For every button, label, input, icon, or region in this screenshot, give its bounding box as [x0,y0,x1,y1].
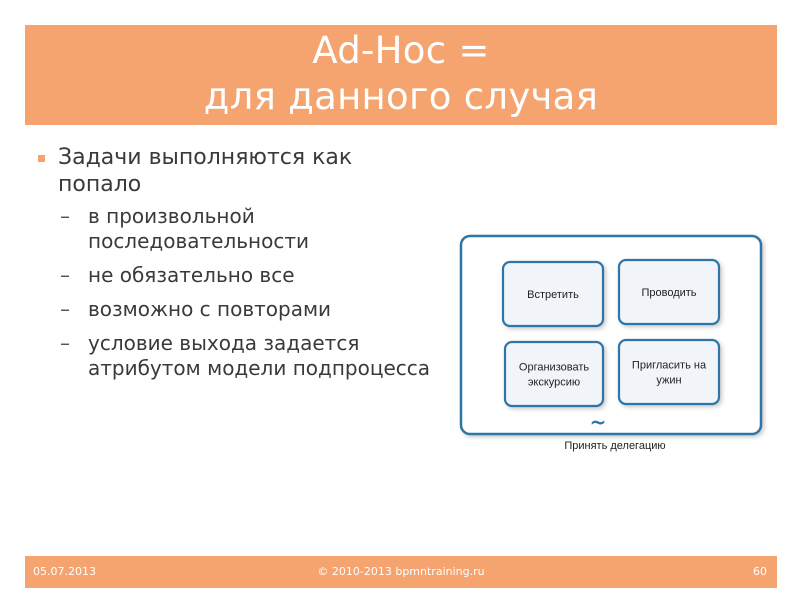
square-bullet-icon [38,155,45,162]
task-box [505,342,603,406]
dash-bullet-icon: – [60,331,70,355]
sub-bullet-text: не обязательно все [88,263,295,287]
bullet-list [36,144,436,390]
sub-bullet-text: условие выхода задается атрибутом модели подпроцесса [88,331,431,380]
sub-bullet-item [36,263,436,288]
subprocess-label: Принять делегацию [564,440,666,452]
task-label: Проводить [641,287,697,299]
dash-bullet-icon: – [60,204,70,228]
task-box [619,260,719,324]
task-box [503,262,603,326]
bullet-text: Задачи выполняются как попало [58,145,353,197]
adhoc-subprocess-diagram [455,230,775,460]
task-label: Организовать [518,361,590,374]
bullet-item [36,144,436,198]
task-label: Встретить [527,289,579,301]
task-label: ужин [656,374,682,387]
footer-copyright: © 2010-2013 bpmntraining.ru [317,565,485,578]
footer-band [25,556,777,588]
sub-bullet-item [36,204,436,254]
sub-bullet-text: в произвольной последовательности [88,204,309,253]
footer-date: 05.07.2013 [33,565,96,578]
sub-bullet-item [36,297,436,322]
slide-title-line-1: Ad-Hoc = [312,29,490,72]
slide-title-line-2: для данного случая [203,75,599,118]
dash-bullet-icon: – [60,297,70,321]
adhoc-tilde-marker: ~ [589,410,607,434]
title-band [25,25,777,125]
task-label: экскурсию [527,376,581,389]
task-box [619,340,719,404]
sub-bullet-text: возможно с повторами [88,297,332,321]
dash-bullet-icon: – [60,263,70,287]
task-label: Пригласить на [631,359,707,372]
page-number: 60 [753,565,767,578]
task-rect [505,342,603,406]
task-rect [619,340,719,404]
sub-bullet-item [36,331,436,381]
subprocess-svg [455,230,775,440]
